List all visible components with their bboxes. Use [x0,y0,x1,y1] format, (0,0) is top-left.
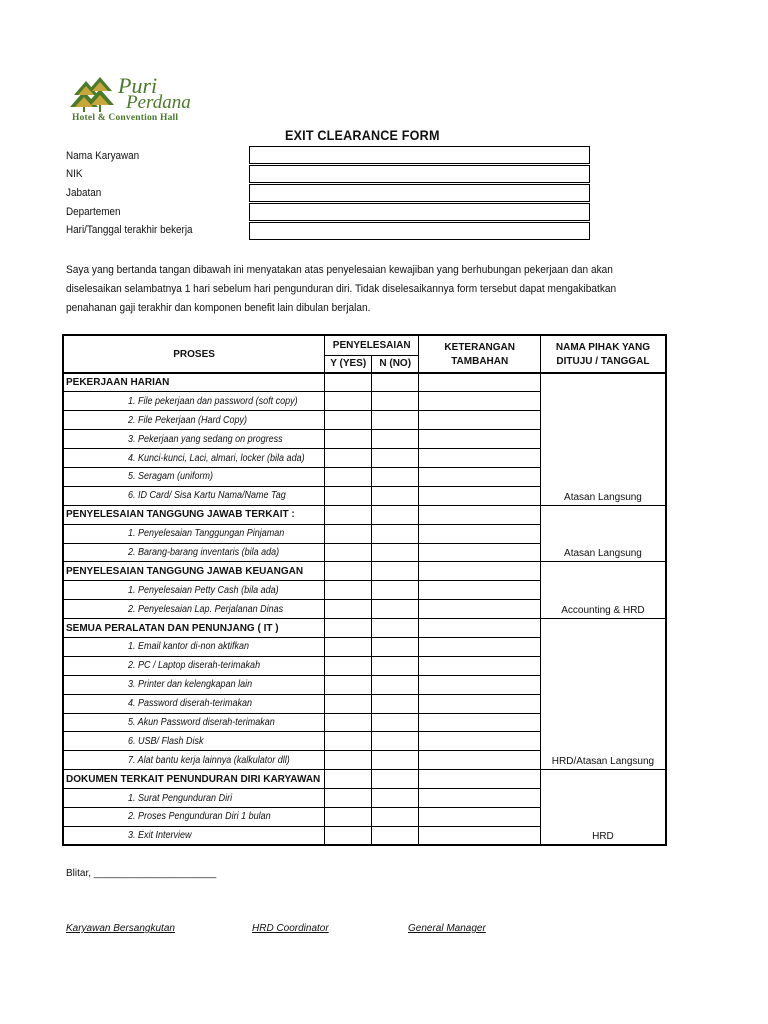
check-no-cell[interactable] [372,713,419,732]
process-item [63,826,325,845]
header-keterangan [419,335,541,373]
section-row [63,505,666,524]
process-item [63,713,325,732]
check-no-cell[interactable] [372,505,419,524]
keterangan-cell[interactable] [419,656,541,675]
statement-line: penahanan gaji terakhir dan komponen benefit lain dibulan berjalan. [66,302,371,314]
signature-hrd: HRD Coordinator [252,923,329,934]
signature-gm: General Manager [408,923,486,934]
header-pihak [541,335,666,373]
check-yes-cell[interactable] [325,675,372,694]
keterangan-cell[interactable] [419,770,541,789]
keterangan-cell[interactable] [419,543,541,562]
label-jabatan: Jabatan [66,187,102,199]
keterangan-cell[interactable] [419,467,541,486]
section-title: PENYELESAIAN TANGGUNG JAWAB KEUANGAN [63,562,325,581]
keterangan-cell[interactable] [419,524,541,543]
process-item-label: 4. Kunci-kunci, Laci, almari, locker (bila ada) [128,452,305,464]
label-nama-karyawan: Nama Karyawan [66,150,140,162]
process-item-label: 6. USB/ Flash Disk [128,735,204,747]
check-yes-cell[interactable] [325,600,372,619]
section-row [63,373,666,392]
label-hari-tanggal: Hari/Tanggal terakhir bekerja [66,224,193,236]
process-item [63,751,325,770]
company-logo [68,73,208,129]
process-item [63,430,325,449]
check-no-cell[interactable] [372,411,419,430]
check-yes-cell[interactable] [325,770,372,789]
check-no-cell[interactable] [372,619,419,638]
check-yes-cell[interactable] [325,694,372,713]
process-item [63,411,325,430]
check-no-cell[interactable] [372,732,419,751]
process-item [63,581,325,600]
check-no-cell[interactable] [372,789,419,808]
process-item [63,732,325,751]
keterangan-cell[interactable] [419,562,541,581]
header-pihak-line1: NAMA PIHAK YANG [555,341,650,353]
signature-karyawan: Karyawan Bersangkutan [66,923,175,934]
process-item [63,694,325,713]
check-no-cell[interactable] [372,449,419,468]
check-no-cell[interactable] [372,675,419,694]
process-item [63,675,325,694]
check-yes-cell[interactable] [325,789,372,808]
check-no-cell[interactable] [372,430,419,449]
check-no-cell[interactable] [372,637,419,656]
keterangan-cell[interactable] [419,713,541,732]
process-item-label: 5. Seragam (uniform) [128,471,214,483]
owner-cell: HRD/Atasan Langsung [541,619,666,770]
keterangan-cell[interactable] [419,430,541,449]
process-item-label: 2. Proses Pengunduran Diri 1 bulan [128,811,271,823]
check-yes-cell[interactable] [325,430,372,449]
keterangan-cell[interactable] [419,392,541,411]
process-item [63,486,325,505]
section-title: PENYELESAIAN TANGGUNG JAWAB TERKAIT : [63,505,325,524]
check-yes-cell[interactable] [325,486,372,505]
field-hari-tanggal[interactable] [249,222,590,240]
owner-cell: Accounting & HRD [541,562,666,619]
check-no-cell[interactable] [372,600,419,619]
keterangan-cell[interactable] [419,675,541,694]
owner-cell: Atasan Langsung [541,505,666,562]
process-item-label: 1. Surat Pengunduran Diri [128,792,233,804]
statement-line: diselesaikan selambatnya 1 hari sebelum hari pengunduran diri. Tidak diselesaikannya form tersebut dapat mengakibatkan [66,283,617,295]
keterangan-cell[interactable] [419,694,541,713]
process-item-label: 1. Penyelesaian Petty Cash (bila ada) [128,584,279,596]
keterangan-cell[interactable] [419,581,541,600]
check-no-cell[interactable] [372,694,419,713]
process-item-label: 7. Alat bantu kerja lainnya (kalkulator dll) [128,754,290,766]
keterangan-cell[interactable] [419,505,541,524]
process-item [63,637,325,656]
keterangan-cell[interactable] [419,486,541,505]
check-no-cell[interactable] [372,770,419,789]
logo-brand-line2: Perdana [126,92,191,113]
header-yes: Y (YES) [325,355,372,373]
process-item-label: 2. PC / Laptop diserah-terimakah [128,660,261,672]
owner-cell: HRD [541,770,666,846]
label-nik: NIK [66,168,83,180]
check-yes-cell[interactable] [325,732,372,751]
process-item-label: 3. Exit Interview [128,830,192,842]
process-item-label: 2. File Pekerjaan (Hard Copy) [128,414,248,426]
check-yes-cell[interactable] [325,713,372,732]
header-no: N (NO) [372,355,419,373]
process-item-label: 6. ID Card/ Sisa Kartu Nama/Name Tag [128,490,286,502]
keterangan-cell[interactable] [419,637,541,656]
check-yes-cell[interactable] [325,411,372,430]
check-yes-cell[interactable] [325,562,372,581]
keterangan-cell[interactable] [419,411,541,430]
check-yes-cell[interactable] [325,826,372,845]
process-item-label: 3. Printer dan kelengkapan lain [128,679,253,691]
check-yes-cell[interactable] [325,619,372,638]
section-row [63,619,666,638]
check-no-cell[interactable] [372,524,419,543]
check-no-cell[interactable] [372,467,419,486]
section-row [63,770,666,789]
process-item [63,656,325,675]
check-yes-cell[interactable] [325,807,372,826]
check-no-cell[interactable] [372,392,419,411]
process-item-label: 2. Penyelesaian Lap. Perjalanan Dinas [128,603,284,615]
process-item [63,467,325,486]
check-no-cell[interactable] [372,486,419,505]
label-departemen: Departemen [66,206,121,218]
check-no-cell[interactable] [372,826,419,845]
section-row [63,562,666,581]
statement-paragraph [66,261,636,318]
check-yes-cell[interactable] [325,751,372,770]
header-keterangan-line2: TAMBAHAN [451,355,509,367]
process-item-label: 1. File pekerjaan dan password (soft copy) [128,395,298,407]
check-yes-cell[interactable] [325,637,372,656]
table-header-row [63,335,666,355]
process-item [63,807,325,826]
keterangan-cell[interactable] [419,789,541,808]
check-yes-cell[interactable] [325,449,372,468]
keterangan-cell[interactable] [419,826,541,845]
check-yes-cell[interactable] [325,392,372,411]
process-item [63,449,325,468]
keterangan-cell[interactable] [419,807,541,826]
field-nama-karyawan[interactable] [249,146,590,164]
process-item-label: 1. Email kantor di-non aktifkan [128,641,250,653]
check-no-cell[interactable] [372,807,419,826]
logo-subtitle: Hotel & Convention Hall [72,113,179,123]
place-date: Blitar, ______________________ [66,868,217,879]
owner-cell: Atasan Langsung [541,373,666,505]
header-proses: PROSES [63,335,325,373]
check-no-cell[interactable] [372,373,419,392]
section-title: DOKUMEN TERKAIT PENUNDURAN DIRI KARYAWAN [63,770,325,789]
process-item-label: 1. Penyelesaian Tanggungan Pinjaman [128,528,285,540]
process-item [63,543,325,562]
process-item-label: 4. Password diserah-terimakan [128,698,253,710]
field-nik[interactable] [249,165,590,183]
logo-brand-line1: Puri [118,73,158,98]
field-departemen[interactable] [249,203,590,221]
keterangan-cell[interactable] [419,600,541,619]
process-item-label: 5. Akun Password diserah-terimakan [128,716,275,728]
header-keterangan-line1: KETERANGAN [444,341,515,353]
process-item [63,600,325,619]
field-jabatan[interactable] [249,184,590,202]
check-yes-cell[interactable] [325,373,372,392]
check-no-cell[interactable] [372,656,419,675]
check-no-cell[interactable] [372,543,419,562]
keterangan-cell[interactable] [419,619,541,638]
check-yes-cell[interactable] [325,543,372,562]
keterangan-cell[interactable] [419,751,541,770]
check-no-cell[interactable] [372,581,419,600]
check-no-cell[interactable] [372,562,419,581]
process-item [63,524,325,543]
section-title: PEKERJAAN HARIAN [63,373,325,392]
keterangan-cell[interactable] [419,449,541,468]
header-pihak-line2: DITUJU / TANGGAL [556,355,650,367]
check-yes-cell[interactable] [325,581,372,600]
process-item-label: 2. Barang-barang inventaris (bila ada) [128,546,280,558]
check-yes-cell[interactable] [325,656,372,675]
check-yes-cell[interactable] [325,505,372,524]
check-yes-cell[interactable] [325,467,372,486]
statement-line: Saya yang bertanda tangan dibawah ini menyatakan atas penyelesaian kewajiban yang berhubungan pekerjaan dan akan [66,264,613,276]
check-yes-cell[interactable] [325,524,372,543]
header-penyelesaian: PENYELESAIAN [325,335,419,355]
check-no-cell[interactable] [372,751,419,770]
keterangan-cell[interactable] [419,732,541,751]
process-item [63,392,325,411]
section-title: SEMUA PERALATAN DAN PENUNJANG ( IT ) [63,619,325,638]
keterangan-cell[interactable] [419,373,541,392]
form-title: EXIT CLEARANCE FORM [285,127,440,143]
process-item-label: 3. Pekerjaan yang sedang on progress [128,433,283,445]
clearance-table [62,334,667,846]
process-item [63,789,325,808]
